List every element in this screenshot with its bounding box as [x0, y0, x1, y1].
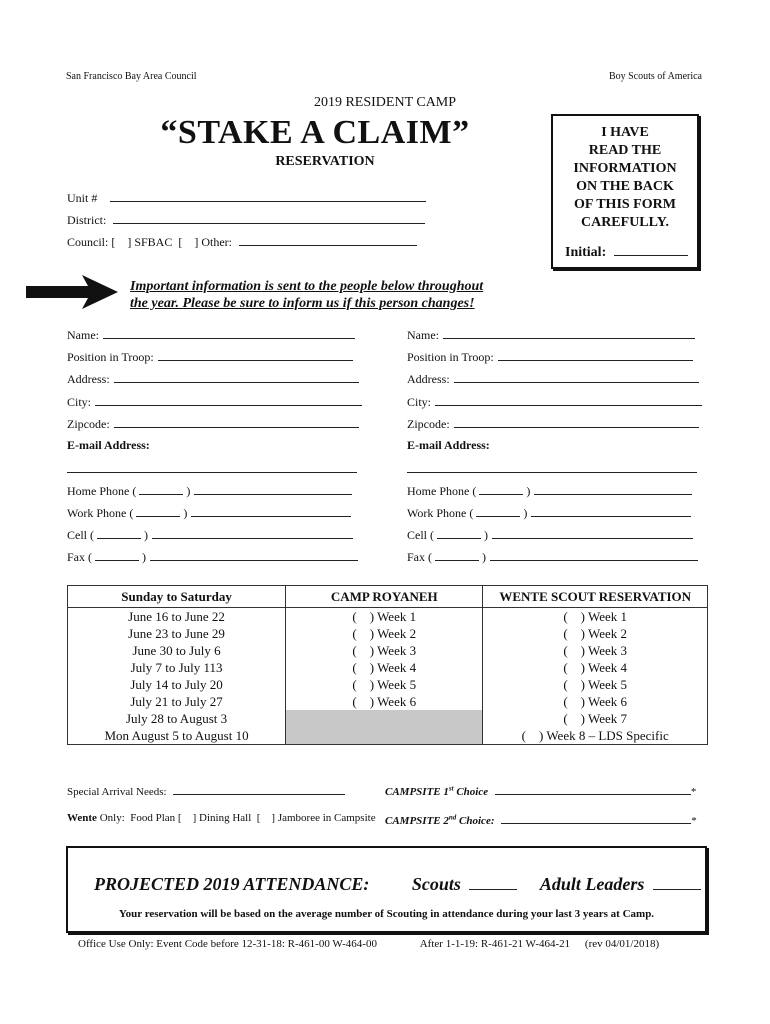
royaneh-week-option[interactable]: ( ) Week 4 — [286, 659, 483, 676]
district-label: District: — [67, 213, 107, 227]
table-row — [68, 727, 708, 745]
campsite-1-line[interactable] — [495, 783, 691, 795]
table-row — [68, 676, 708, 693]
address-label: Address: — [67, 372, 110, 386]
wente-week-option[interactable]: ( ) Week 1 — [483, 608, 708, 626]
unit-input-line[interactable] — [110, 190, 426, 202]
zipcode-input-line[interactable] — [454, 416, 699, 428]
column-header-royaneh: CAMP ROYANEH — [286, 586, 483, 608]
left-email-field[interactable] — [67, 460, 357, 478]
attendance-row — [94, 874, 701, 895]
area-code-line[interactable] — [136, 505, 180, 517]
initial-label: Initial: — [565, 245, 607, 260]
city-label: City: — [407, 395, 432, 409]
wente-week-option[interactable]: ( ) Week 2 — [483, 625, 708, 642]
notice-text — [553, 124, 697, 232]
campsite-2-sup: nd — [448, 813, 457, 822]
office-use-text: Office Use Only: Event Code before 12-31-18: R-461-00 W-464-00 — [78, 938, 377, 950]
left-work-phone-field[interactable] — [67, 505, 351, 521]
campsite-2-field[interactable] — [385, 812, 697, 827]
paren-close: ) — [523, 506, 528, 520]
right-home-phone-field[interactable] — [407, 483, 692, 499]
notice-line: INFORMATION — [573, 161, 677, 176]
week-dates: June 16 to June 22 — [68, 608, 286, 626]
week-dates: June 30 to July 6 — [68, 642, 286, 659]
wente-week-option[interactable]: ( ) Week 5 — [483, 676, 708, 693]
name-input-line[interactable] — [443, 327, 695, 339]
right-address-field[interactable] — [407, 371, 699, 387]
paren-close: ) — [482, 550, 486, 564]
phone-input-line[interactable] — [194, 483, 352, 495]
revision-date: (rev 04/01/2018) — [584, 938, 660, 950]
council-label: Council: [ ] SFBAC [ ] Other: — [67, 235, 232, 249]
phone-input-line[interactable] — [531, 505, 691, 517]
week-dates: Mon August 5 to August 10 — [68, 727, 286, 745]
table-row — [68, 693, 708, 710]
area-code-line[interactable] — [476, 505, 520, 517]
right-email-field[interactable] — [407, 460, 697, 478]
left-address-field[interactable] — [67, 371, 359, 387]
campsite-1-field[interactable] — [385, 783, 696, 798]
paren-close: ) — [183, 506, 188, 520]
table-row — [68, 625, 708, 642]
paren-close: ) — [526, 484, 531, 498]
royaneh-week-option[interactable]: ( ) Week 6 — [286, 693, 483, 710]
left-email-label: E-mail Address: — [67, 438, 150, 452]
paren-close: ) — [484, 528, 488, 542]
wente-week-option[interactable]: ( ) Week 4 — [483, 659, 708, 676]
attendance-note: Your reservation will be based on the average number of Scouting in attendance during your last 3 years at Camp. — [118, 908, 655, 920]
notice-line: I HAVE — [601, 125, 649, 140]
home-phone-label: Home Phone ( — [67, 484, 137, 498]
page-title: “STAKE A CLAIM” — [160, 114, 470, 151]
cell-label: Cell ( — [67, 528, 94, 542]
phone-input-line[interactable] — [150, 549, 358, 561]
right-cell-field[interactable] — [407, 527, 693, 543]
right-position-field[interactable] — [407, 349, 693, 365]
notice-line: ON THE BACK — [576, 179, 674, 194]
cell-label: Cell ( — [407, 528, 434, 542]
column-header-wente: WENTE SCOUT RESERVATION — [483, 586, 708, 608]
campsite-2-label: CAMPSITE 2 — [385, 815, 449, 827]
phone-input-line[interactable] — [492, 527, 693, 539]
phone-input-line[interactable] — [191, 505, 351, 517]
important-notice — [130, 278, 483, 312]
city-input-line[interactable] — [435, 394, 702, 406]
table-header-row — [68, 586, 708, 608]
paren-close: ) — [142, 550, 146, 564]
left-name-field[interactable] — [67, 327, 355, 343]
area-code-line[interactable] — [95, 549, 139, 561]
attendance-title: PROJECTED 2019 ATTENDANCE: — [94, 874, 370, 894]
right-fax-field[interactable] — [407, 549, 698, 565]
area-code-line[interactable] — [97, 527, 141, 539]
area-code-line[interactable] — [435, 549, 479, 561]
left-position-field[interactable] — [67, 349, 353, 365]
wente-week-option[interactable]: ( ) Week 6 — [483, 693, 708, 710]
area-code-line[interactable] — [139, 483, 183, 495]
column-header-dates: Sunday to Saturday — [68, 586, 286, 608]
left-home-phone-field[interactable] — [67, 483, 352, 499]
area-code-line[interactable] — [479, 483, 523, 495]
work-phone-label: Work Phone ( — [67, 506, 134, 520]
campsite-1-sup: st — [448, 784, 454, 793]
district-field[interactable] — [67, 212, 425, 228]
email-input-line[interactable] — [67, 461, 357, 473]
fax-label: Fax ( — [407, 550, 432, 564]
campsite-2-line[interactable] — [501, 812, 691, 824]
reservation-label: RESERVATION — [275, 154, 375, 169]
week-dates: July 21 to July 27 — [68, 693, 286, 710]
right-name-field[interactable] — [407, 327, 695, 343]
asterisk: * — [690, 786, 697, 798]
address-label: Address: — [407, 372, 450, 386]
special-arrival-field[interactable] — [67, 783, 345, 798]
camp-year: 2019 RESIDENT CAMP — [313, 95, 457, 110]
zipcode-input-line[interactable] — [114, 416, 359, 428]
important-line-2: the year. Please be sure to inform us if this person changes! — [130, 296, 475, 311]
name-label: Name: — [407, 328, 439, 342]
notice-line: OF THIS FORM — [574, 197, 676, 212]
after-date-codes: After 1-1-19: R-461-21 W-464-21 — [419, 938, 571, 950]
unit-label: Unit # — [67, 191, 98, 205]
table-row — [68, 642, 708, 659]
table-row — [68, 710, 708, 727]
week-schedule-table — [67, 585, 708, 745]
wente-week-option[interactable]: ( ) Week 8 – LDS Specific — [483, 727, 708, 745]
asterisk: * — [691, 815, 697, 827]
table-row — [68, 659, 708, 676]
left-cell-field[interactable] — [67, 527, 353, 543]
scouts-label: Scouts — [411, 874, 461, 894]
royaneh-unavailable-cell — [286, 710, 483, 727]
council-name: San Francisco Bay Area Council — [66, 71, 197, 82]
right-work-phone-field[interactable] — [407, 505, 691, 521]
home-phone-label: Home Phone ( — [407, 484, 477, 498]
position-input-line[interactable] — [498, 349, 693, 361]
paren-close: ) — [144, 528, 148, 542]
adult-leaders-count-line[interactable] — [653, 875, 701, 890]
special-arrival-line[interactable] — [173, 783, 345, 795]
paren-close: ) — [186, 484, 191, 498]
phone-input-line[interactable] — [152, 527, 353, 539]
wente-food-plan-field[interactable] — [67, 812, 376, 824]
week-dates: June 23 to June 29 — [68, 625, 286, 642]
org-name: Boy Scouts of America — [608, 71, 702, 82]
royaneh-unavailable-cell — [286, 727, 483, 745]
special-arrival-label: Special Arrival Needs: — [67, 786, 167, 798]
food-plan-options[interactable]: Only: Food Plan [ ] Dining Hall [ ] Jamboree in Campsite — [96, 812, 376, 824]
projected-attendance-box — [66, 846, 707, 933]
campsite-1-label: CAMPSITE 1 — [385, 786, 449, 798]
scouts-count-line[interactable] — [469, 875, 517, 890]
work-phone-label: Work Phone ( — [407, 506, 474, 520]
royaneh-week-option[interactable]: ( ) Week 1 — [286, 608, 483, 626]
unit-field[interactable] — [67, 190, 426, 206]
council-other-line[interactable] — [239, 234, 417, 246]
week-dates: July 14 to July 20 — [68, 676, 286, 693]
left-city-field[interactable] — [67, 394, 362, 410]
wente-week-option[interactable]: ( ) Week 7 — [483, 710, 708, 727]
table-row — [68, 608, 708, 626]
fax-label: Fax ( — [67, 550, 92, 564]
council-field[interactable] — [67, 234, 417, 250]
right-city-field[interactable] — [407, 394, 702, 410]
royaneh-week-option[interactable]: ( ) Week 3 — [286, 642, 483, 659]
zipcode-label: Zipcode: — [67, 417, 110, 431]
campsite-2-tail: Choice: — [456, 815, 495, 827]
district-input-line[interactable] — [113, 212, 425, 224]
royaneh-week-option[interactable]: ( ) Week 2 — [286, 625, 483, 642]
royaneh-week-option[interactable]: ( ) Week 5 — [286, 676, 483, 693]
notice-line: CAREFULLY. — [580, 215, 670, 230]
name-input-line[interactable] — [103, 327, 355, 339]
position-label: Position in Troop: — [407, 350, 494, 364]
zipcode-label: Zipcode: — [407, 417, 450, 431]
position-label: Position in Troop: — [67, 350, 154, 364]
city-input-line[interactable] — [95, 394, 362, 406]
right-email-label: E-mail Address: — [407, 438, 490, 452]
phone-input-line[interactable] — [490, 549, 698, 561]
name-label: Name: — [67, 328, 99, 342]
campsite-1-tail: Choice — [453, 786, 489, 798]
left-zipcode-field[interactable] — [67, 416, 359, 432]
position-input-line[interactable] — [158, 349, 353, 361]
phone-input-line[interactable] — [534, 483, 692, 495]
week-dates: July 28 to August 3 — [68, 710, 286, 727]
wente-label: Wente — [67, 812, 97, 824]
address-input-line[interactable] — [454, 371, 699, 383]
initial-input-line[interactable] — [614, 243, 688, 256]
initial-field[interactable] — [565, 243, 688, 261]
important-line-1: Important information is sent to the people below throughout — [130, 279, 484, 294]
read-info-notice — [551, 114, 699, 269]
adult-leaders-label: Adult Leaders — [539, 874, 645, 894]
office-use-footer — [78, 938, 659, 950]
arrow-right-icon — [26, 275, 118, 309]
email-input-line[interactable] — [407, 461, 697, 473]
area-code-line[interactable] — [437, 527, 481, 539]
wente-week-option[interactable]: ( ) Week 3 — [483, 642, 708, 659]
address-input-line[interactable] — [114, 371, 359, 383]
left-fax-field[interactable] — [67, 549, 358, 565]
notice-line: READ THE — [588, 143, 662, 158]
right-zipcode-field[interactable] — [407, 416, 699, 432]
city-label: City: — [67, 395, 92, 409]
week-dates: July 7 to July 113 — [68, 659, 286, 676]
